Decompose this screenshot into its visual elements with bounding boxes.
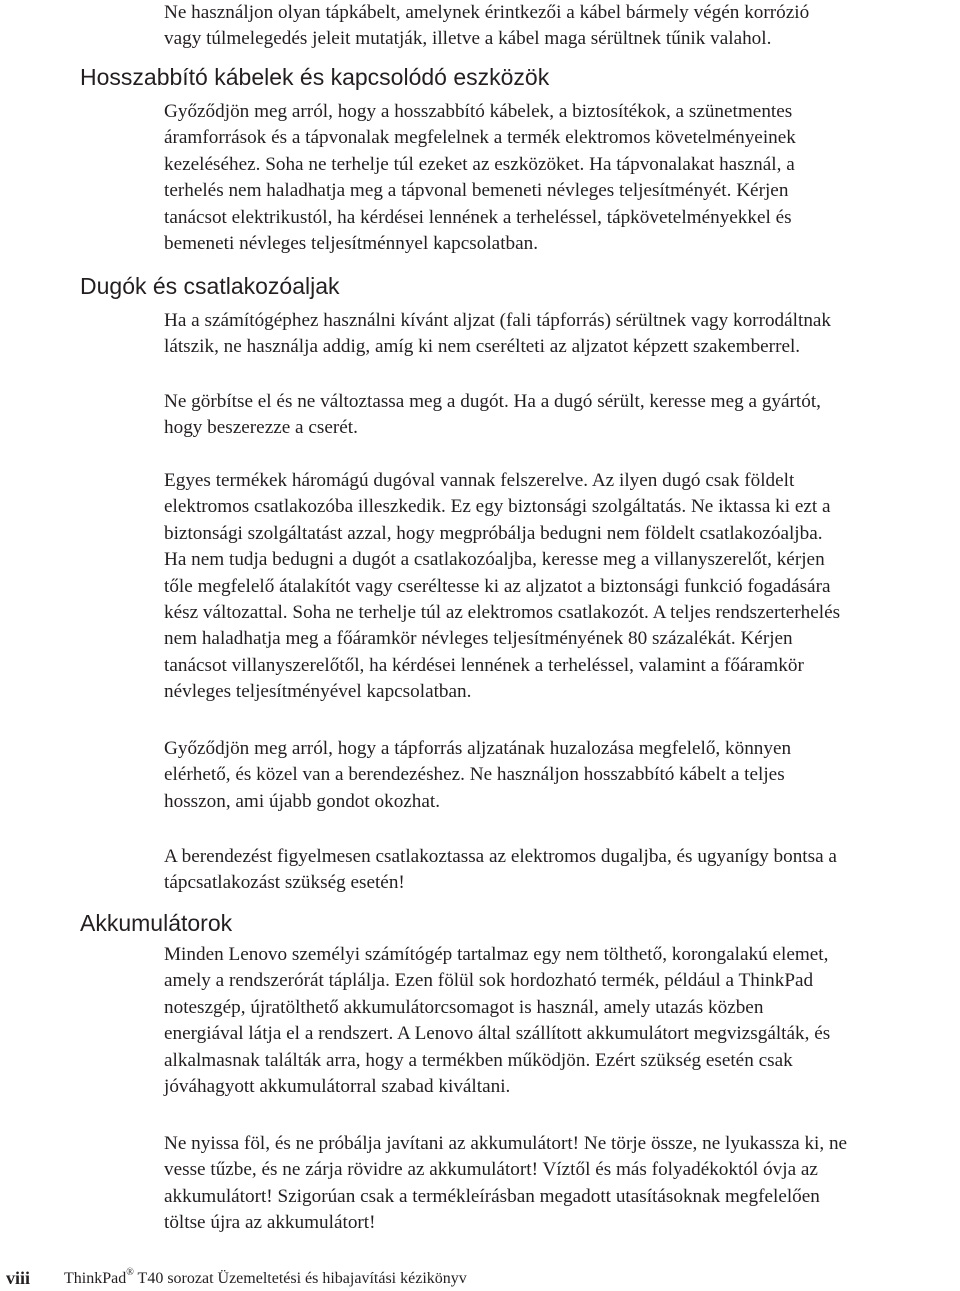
page-number: viii xyxy=(6,1268,31,1288)
text-line: vesse tűzbe, és ne zárja rövidre az akkumulátort! Víztől és más folyadékoktól óvja az xyxy=(164,1159,818,1181)
text-line: kész változattal. Soha ne terhelje túl az elektromos csatlakozót. A teljes rendszerterhelés xyxy=(164,602,841,624)
text-line: hogy beszerezze a cserét. xyxy=(164,417,358,439)
registered-mark: ® xyxy=(126,1267,134,1278)
footer-title-product: ThinkPad xyxy=(64,1270,127,1287)
footer-title-rest: T40 sorozat Üzemeltetési és hibajavítási kézikönyv xyxy=(133,1270,467,1287)
text-line: amely a rendszerórát táplálja. Ezen fölül sok hordozható termék, például a ThinkPad xyxy=(164,970,814,992)
footer-title xyxy=(64,1267,467,1288)
text-line: Győződjön meg arról, hogy a hosszabbító kábelek, a biztosítékok, a szünetmentes xyxy=(164,101,793,122)
intro-paragraph xyxy=(164,0,960,53)
section-heading-plugs-outlets: Dugók és csatlakozóaljak xyxy=(80,273,340,299)
section-heading-batteries: Akkumulátorok xyxy=(80,910,233,936)
text-line: tápcsatlakozást szükség esetén! xyxy=(164,872,405,894)
text-line: látszik, ne használja addig, amíg ki nem cserélteti az aljzatot képzett szakemberrel. xyxy=(164,336,801,358)
paragraph-damaged-outlet xyxy=(164,308,960,361)
paragraph-plug-modification xyxy=(164,389,960,442)
page-footer xyxy=(0,1268,960,1290)
text-line: elérhető, és közel van a berendezéshez. Ne használjon hosszabbító kábelt a teljes xyxy=(164,764,785,786)
text-line: Ne görbítse el és ne változtassa meg a dugót. Ha a dugó sérült, keresse meg a gyártót, xyxy=(164,391,821,412)
text-line: jóváhagyott akkumulátorral szabad kiváltani. xyxy=(164,1076,511,1098)
text-line: Ha nem tudja bedugni a dugót a csatlakozóaljba, keresse meg a villanyszerelőt, kérjen xyxy=(164,549,825,571)
text-line: akkumulátort! Szigorúan csak a termékleírásban megadott utasításoknak megfelelően xyxy=(164,1185,820,1207)
paragraph-outlet-wiring xyxy=(164,736,960,815)
text-line: tanácsot villanyszerelőtől, ha kérdései lennének a terheléssel, valamint a főáramkör xyxy=(164,654,804,676)
text-line: biztonsági szolgáltatást azzal, hogy megpróbálja bedugni nem földelt csatlakozóaljba. xyxy=(164,522,823,544)
text-line: terhelés nem haladhatja meg a tápvonal bemeneti névleges teljesítményét. Kérjen xyxy=(164,180,789,202)
text-line: Győződjön meg arról, hogy a tápforrás aljzatának huzalozása megfelelő, könnyen xyxy=(164,738,792,759)
paragraph-three-prong-plug xyxy=(164,468,960,706)
text-line: névleges teljesítményével kapcsolatban. xyxy=(164,681,472,703)
text-line: A berendezést figyelmesen csatlakoztassa az elektromos dugaljba, és ugyanígy bontsa a xyxy=(164,846,837,867)
text-line: áramforrások és a tápvonalak megfelelnek a termék elektromos követelményeinek xyxy=(164,127,796,149)
text-line: Ne használjon olyan tápkábelt, amelynek érintkezői a kábel bármely végén korrózió xyxy=(164,2,810,23)
paragraph-battery-info xyxy=(164,942,960,1100)
text-line: nem haladhatja meg a főáramkör névleges teljesítményének 80 százalékát. Kérjen xyxy=(164,628,793,650)
text-line: bemeneti névleges teljesítménnyel kapcsolatban. xyxy=(164,233,539,255)
section-heading-extension-cords: Hosszabbító kábelek és kapcsolódó eszközök xyxy=(80,64,550,90)
text-line: tanácsot elektrikustól, ha kérdései lennének a terheléssel, tápkövetelményekkel és xyxy=(164,206,792,228)
text-line: Minden Lenovo személyi számítógép tartalmaz egy nem tölthető, korongalakú elemet, xyxy=(164,944,829,965)
text-line: elektromos csatlakozóba illeszkedik. Ez egy biztonsági szolgáltatás. Ne iktassa ki ezt a xyxy=(164,496,831,518)
text-line: vagy túlmelegedés jeleit mutatják, illetve a kábel maga sérültnek tűnik valahol. xyxy=(164,28,772,50)
text-line: hosszon, ami újabb gondot okozhat. xyxy=(164,790,441,812)
text-line: tőle megfelelő átalakítót vagy cseréltesse ki az aljzatot a biztonsági funkció fogadására xyxy=(164,575,831,597)
text-line: töltse újra az akkumulátort! xyxy=(164,1212,376,1234)
text-line: kezeléséhez. Soha ne terhelje túl ezeket az eszközöket. Ha tápvonalakat használ, a xyxy=(164,153,795,175)
text-line: energiával látja el a rendszert. A Lenovo által szállított akkumulátort megvizsgálták, és xyxy=(164,1023,831,1045)
text-line: Ha a számítógéphez használni kívánt aljzat (fali tápforrás) sérültnek vagy korrodáltnak xyxy=(164,310,832,331)
text-line: Egyes termékek háromágú dugóval vannak felszerelve. Az ilyen dugó csak földelt xyxy=(164,470,795,491)
paragraph-battery-warning xyxy=(164,1131,960,1237)
paragraph-extension-cords xyxy=(164,99,960,257)
text-line: Ne nyissa föl, és ne próbálja javítani az akkumulátort! Ne törje össze, ne lyukassza ki, ne xyxy=(164,1133,848,1154)
text-line: alkalmasnak találták arra, hogy a termékben működjön. Ezért szükség esetén csak xyxy=(164,1049,793,1071)
paragraph-connect-carefully xyxy=(164,844,960,897)
text-line: noteszgép, újratölthető akkumulátorcsomagot is használ, amely utazás közben xyxy=(164,996,764,1018)
